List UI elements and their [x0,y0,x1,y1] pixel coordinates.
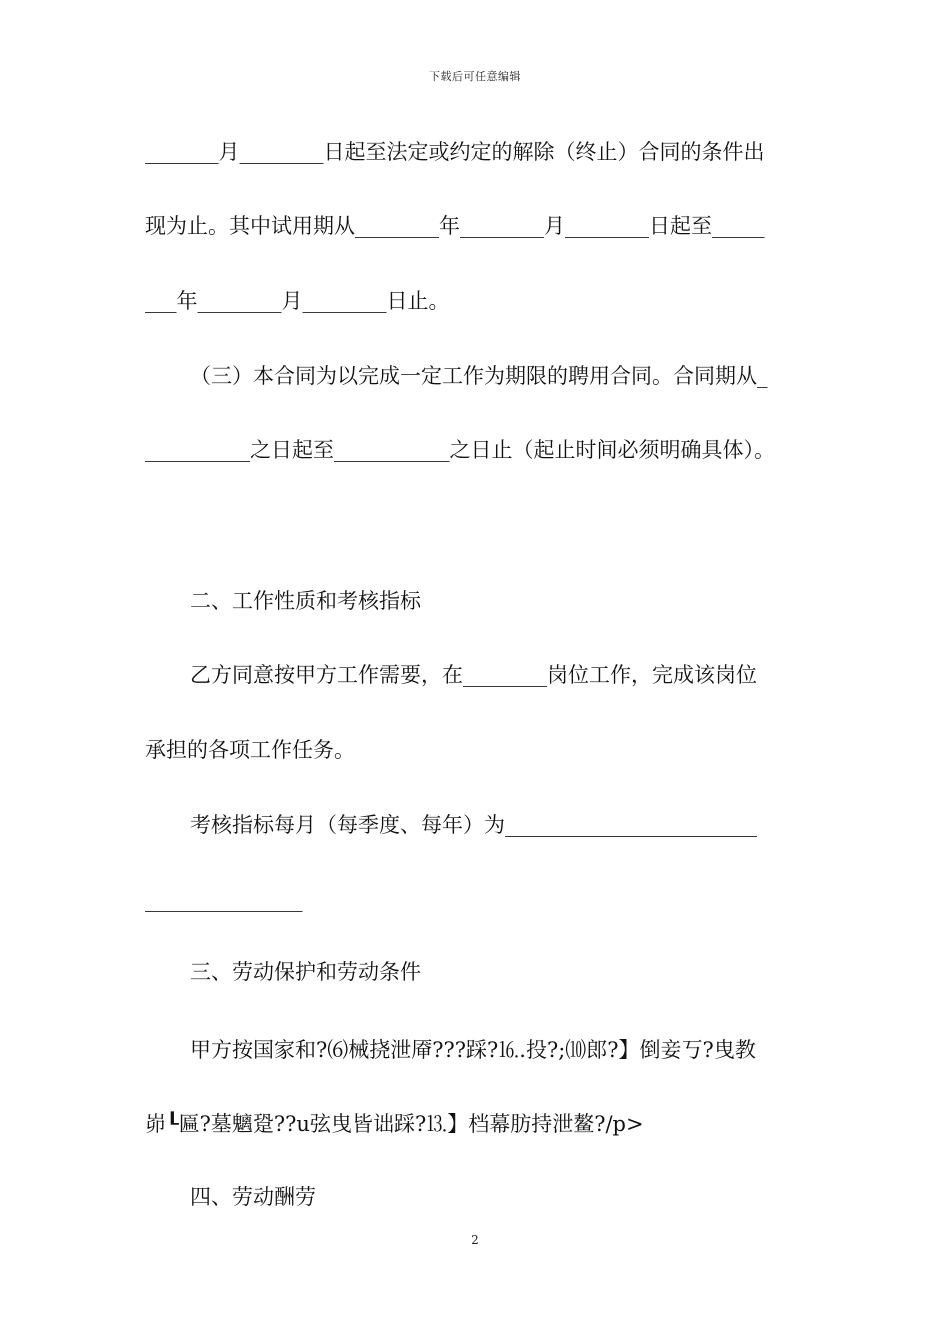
text-line-12: 甲方按国家和?⑹械挠泄厣???踩?⒗.投?;⑽郎?】倒妾丂?曳教 [190,1038,756,1062]
text-line-9: 考核指标每月（每季度、每年）为________________________ [190,813,757,837]
text-line-4: （三）本合同为以完成一定工作为期限的聘用合同。合同期从_ [190,364,768,388]
text-line-1: _______月________日起至法定或约定的解除（终止）合同的条件出 [145,140,765,164]
text-line-2: 现为止。其中试用期从________年________月________日起至_____ [145,214,765,238]
text-line-13: 峁┖匾?墓魑跫??u弦曳皆诎踩?⒔】档幕肪持泄鳌?/p> [145,1112,644,1136]
section-heading-4: 四、劳动酬劳 [190,1185,316,1209]
page-header: 下载后可任意编辑 [429,70,521,83]
text-line-5: __________之日起至___________之日止（起止时间必须明确具体）。 [145,438,775,462]
text-line-8: 承担的各项工作任务。 [145,738,355,762]
text-line-3: ___年________月________日止。 [145,289,450,313]
section-heading-3: 三、劳动保护和劳动条件 [190,960,421,984]
text-line-10: _______________ [145,888,303,912]
page-number: 2 [471,1233,479,1247]
text-line-7: 乙方同意按甲方工作需要，在________岗位工作，完成该岗位 [190,663,757,687]
section-heading-2: 二、工作性质和考核指标 [190,589,421,613]
